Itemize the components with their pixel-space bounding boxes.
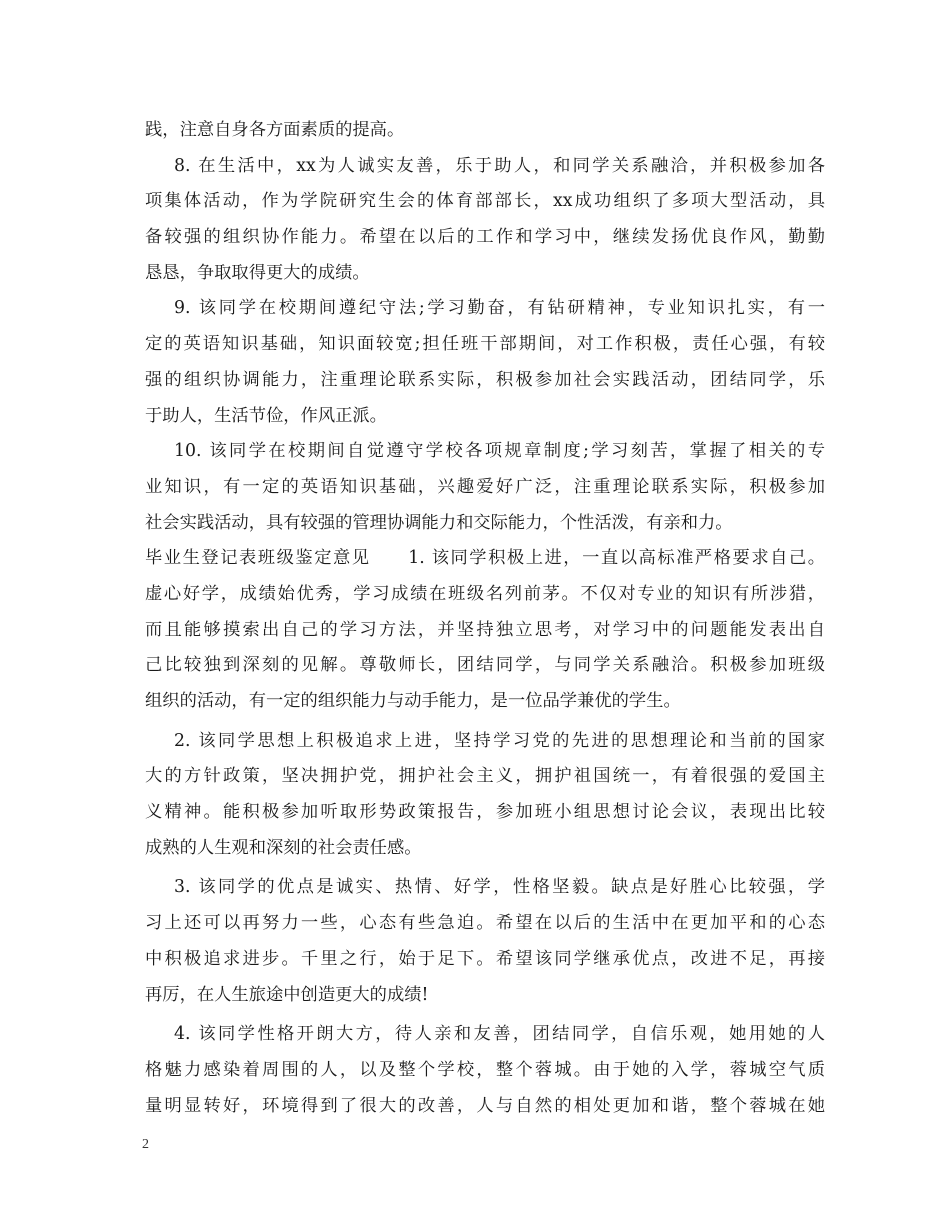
paragraph-line: 社会实践活动，具有较强的管理协调能力和交际能力，个性活泼，有亲和力。 (145, 512, 733, 533)
paragraph-line: 量明显转好，环境得到了很大的改善，人与自然的相处更加和谐，整个蓉城在她 (145, 1095, 825, 1116)
paragraph-line: 定的英语知识基础，知识面较宽;担任班干部期间，对工作积极，责任心强，有较 (145, 334, 825, 355)
paragraph-line: 10. 该同学在校期间自觉遵守学校各项规章制度;学习刻苦，掌握了相关的专 (174, 441, 825, 462)
paragraph-line: 3. 该同学的优点是诚实、热情、好学，性格坚毅。缺点是好胜心比较强，学 (174, 877, 825, 898)
paragraph-line: 大的方针政策，坚决拥护党，拥护社会主义，拥护祖国统一，有着很强的爱国主 (145, 766, 825, 787)
paragraph-line: 备较强的组织协作能力。希望在以后的工作和学习中，继续发扬优良作风，勤勤 (145, 227, 825, 248)
paragraph-line: 己比较独到深刻的见解。尊敬师长，团结同学，与同学关系融洽。积极参加班级 (145, 655, 825, 676)
section-heading-line: 毕业生登记表班级鉴定意见 1. 该同学积极上进，一直以高标准严格要求自己。 (145, 548, 825, 569)
paragraph-line: 业知识，有一定的英语知识基础，兴趣爱好广泛，注重理论联系实际，积极参加 (145, 476, 825, 497)
paragraph-line: 习上还可以再努力一些，心态有些急迫。希望在以后的生活中在更加平和的心态 (145, 913, 825, 934)
paragraph-line: 组织的活动，有一定的组织能力与动手能力，是一位品学兼优的学生。 (145, 691, 681, 711)
paragraph-line: 于助人，生活节俭，作风正派。 (145, 405, 387, 426)
document-body (145, 113, 825, 1124)
paragraph-line: 强的组织协调能力，注重理论联系实际，积极参加社会实践活动，团结同学，乐 (145, 369, 825, 390)
paragraph-line: 项集体活动，作为学院研究生会的体育部部长，xx成功组织了多项大型活动，具 (145, 191, 825, 212)
paragraph-line: 4. 该同学性格开朗大方，待人亲和友善，团结同学，自信乐观，她用她的人 (174, 1024, 825, 1045)
paragraph-line: 再厉，在人生旅途中创造更大的成绩! (145, 984, 429, 1005)
paragraph-line: 义精神。能积极参加听取形势政策报告，参加班小组思想讨论会议，表现出比较 (145, 802, 825, 823)
paragraph-line: 恳恳，争取取得更大的成绩。 (145, 262, 370, 283)
paragraph-line: 9. 该同学在校期间遵纪守法;学习勤奋，有钻研精神，专业知识扎实，有一 (174, 298, 825, 319)
page-number: 2 (142, 1137, 149, 1152)
paragraph-line: 中积极追求进步。千里之行，始于足下。希望该同学继承优点，改进不足，再接 (145, 948, 825, 969)
paragraph-line: 而且能够摸索出自己的学习方法，并坚持独立思考，对学习中的问题能发表出自 (145, 619, 825, 640)
paragraph-line: 8. 在生活中，xx为人诚实友善，乐于助人，和同学关系融洽，并积极参加各 (174, 155, 825, 176)
paragraph-line: 格魅力感染着周围的人，以及整个学校，整个蓉城。由于她的入学，蓉城空气质 (145, 1059, 825, 1080)
paragraph-line: 2. 该同学思想上积极追求上进，坚持学习党的先进的思想理论和当前的国家 (174, 730, 825, 751)
paragraph-line: 成熟的人生观和深刻的社会责任感。 (145, 837, 422, 858)
paragraph-line: 虚心好学，成绩始优秀，学习成绩在班级名列前茅。不仅对专业的知识有所涉猎， (145, 583, 825, 604)
paragraph-line: 践，注意自身各方面素质的提高。 (145, 120, 405, 140)
